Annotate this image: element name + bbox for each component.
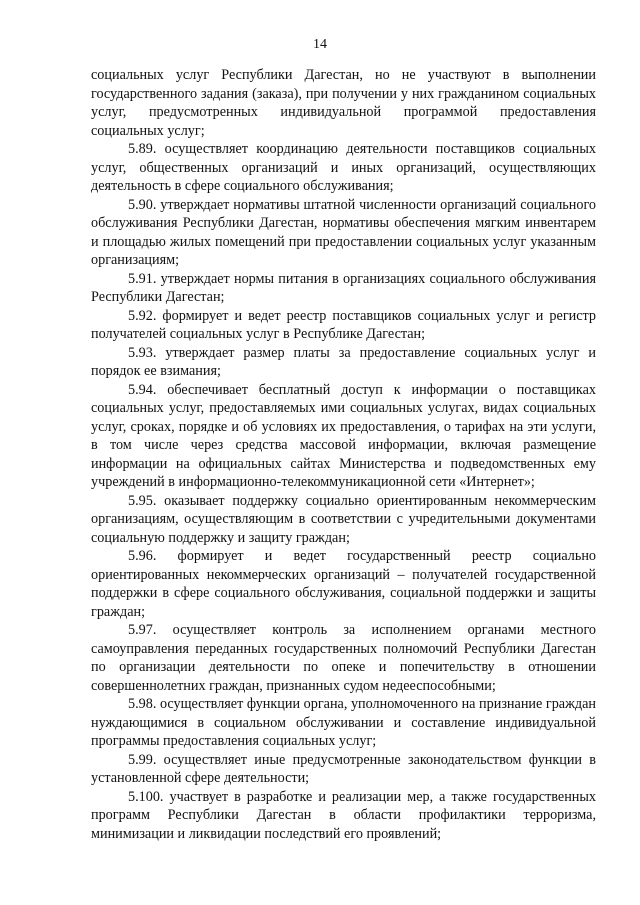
paragraph-5-89 bbox=[91, 140, 596, 196]
paragraph-text: обеспечивает бесплатный доступ к информации о поставщиках социальных услуг, предоставляемых ими социальных услугах, видах социальных услуг, сроках, порядке и об условиях их предоставления, о тарифах на эти услуги, в том числе через средства массовой информации, включая размещение информации на официальных сайтах Министерства и подведомственных ему учреждений в информационно-телекоммуникационной сети «Интернет»; bbox=[91, 381, 596, 490]
paragraph-number: 5.98. bbox=[128, 696, 157, 712]
paragraph-5-92 bbox=[91, 307, 596, 344]
paragraph-5-90 bbox=[91, 196, 596, 270]
paragraph-number: 5.100. bbox=[128, 788, 164, 805]
paragraph-text: утверждает нормы питания в организациях социального обслуживания Республики Дагестан; bbox=[91, 270, 596, 305]
paragraph-text: формирует и ведет реестр поставщиков социальных услуг и регистр получателей социальных услуг в Республике Дагестан; bbox=[91, 307, 596, 342]
paragraph-text: осуществляет функции органа, уполномоченного на признание граждан нуждающимися в социальном обслуживании и составление индивидуальной программы предоставления социальных услуг; bbox=[91, 696, 596, 749]
paragraph-text: оказывает поддержку социально ориентированным некоммерческим организациям, осуществляющим в соответствии с учредительными документами социальную поддержку и защиту граждан; bbox=[91, 492, 596, 546]
paragraph-text: осуществляет координацию деятельности поставщиков социальных услуг, общественных организаций и иных организаций, осуществляющих деятельность в сфере социального обслуживания; bbox=[91, 141, 597, 194]
paragraph-5-96 bbox=[91, 547, 596, 621]
paragraph-continuation bbox=[91, 66, 596, 140]
paragraph-text: утверждает размер платы за предоставление социальных услуг и порядок ее взимания; bbox=[91, 344, 597, 379]
paragraph-5-94 bbox=[91, 381, 596, 492]
paragraph-5-97 bbox=[91, 621, 596, 695]
paragraph-text: социальных услуг Республики Дагестан, но не участвуют в выполнении государственного задания (заказа), при получении у них гражданином социальных услуг, предусмотренных индивидуальной программой предоставления социальных услуг; bbox=[91, 67, 596, 139]
paragraph-number: 5.95. bbox=[128, 492, 157, 509]
paragraph-5-100 bbox=[91, 788, 596, 844]
document-body bbox=[91, 66, 596, 843]
paragraph-text: утверждает нормативы штатной численности организаций социального обслуживания Республики Дагестан, нормативы обеспечения мягким инвентарем и площадью жилых помещений при предоставлении социальных услуг указанным организациям; bbox=[91, 196, 596, 268]
paragraph-number: 5.91. bbox=[128, 270, 157, 287]
page-number: 14 bbox=[313, 37, 327, 52]
paragraph-5-99 bbox=[91, 751, 596, 788]
paragraph-text: осуществляет контроль за исполнением органами местного самоуправления переданных государственных полномочий Республики Дагестан по организации деятельности по опеке и попечительству в отношении совершеннолетних граждан, признанных судом недееспособными; bbox=[91, 622, 596, 694]
paragraph-text: осуществляет иные предусмотренные законодательством функции в установленной сфере деятельности; bbox=[91, 751, 596, 786]
paragraph-5-95 bbox=[91, 492, 596, 548]
paragraph-number: 5.92. bbox=[128, 307, 157, 324]
paragraph-number: 5.90. bbox=[128, 196, 157, 213]
paragraph-number: 5.89. bbox=[128, 141, 157, 157]
paragraph-number: 5.93. bbox=[128, 344, 157, 361]
paragraph-number: 5.96. bbox=[128, 548, 157, 564]
paragraph-number: 5.94. bbox=[128, 381, 157, 398]
paragraph-5-98 bbox=[91, 695, 596, 751]
paragraph-number: 5.99. bbox=[128, 751, 157, 768]
paragraph-5-91 bbox=[91, 270, 596, 307]
paragraph-5-93 bbox=[91, 344, 596, 381]
paragraph-number: 5.97. bbox=[128, 622, 157, 638]
paragraph-text: формирует и ведет государственный реестр социально ориентированных некоммерческих организаций – получателей государственной поддержки в сфере социального обслуживания, социальной поддержки и защиты граждан; bbox=[91, 548, 597, 620]
paragraph-text: участвует в разработке и реализации мер, а также государственных программ Республики Дагестан в области профилактики терроризма, минимизации и ликвидации последствий его проявлений; bbox=[91, 788, 596, 842]
